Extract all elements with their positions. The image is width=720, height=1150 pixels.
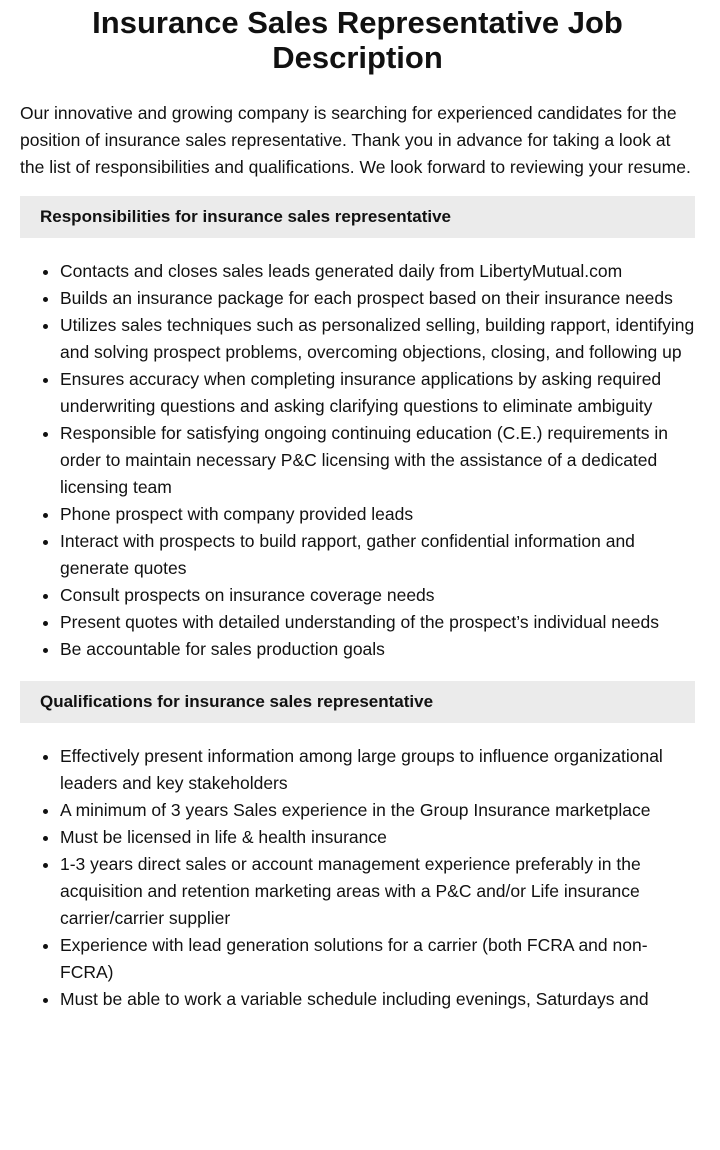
list-item: • 1-3 years direct sales or account management experience preferably in the acquisition and retention marketing areas with a P&C and/or Life insurance carrier/carrier supplier bbox=[60, 851, 695, 932]
list-item: • Ensures accuracy when completing insurance applications by asking required underwriting questions and asking clarifying questions to eliminate ambiguity bbox=[60, 366, 695, 420]
list-item: • Present quotes with detailed understanding of the prospect’s individual needs bbox=[60, 609, 695, 636]
list-item: • Consult prospects on insurance coverage needs bbox=[60, 582, 695, 609]
responsibilities-heading: Responsibilities for insurance sales representative bbox=[20, 196, 695, 238]
list-item: • Contacts and closes sales leads generated daily from LibertyMutual.com bbox=[60, 258, 695, 285]
list-item: • Experience with lead generation solutions for a carrier (both FCRA and non-FCRA) bbox=[60, 932, 695, 986]
list-item: • Must be licensed in life & health insurance bbox=[60, 824, 695, 851]
list-item: • Phone prospect with company provided leads bbox=[60, 501, 695, 528]
list-item: • A minimum of 3 years Sales experience in the Group Insurance marketplace bbox=[60, 797, 695, 824]
list-item: • Utilizes sales techniques such as personalized selling, building rapport, identifying and solving prospect problems, overcoming objections, closing, and following up bbox=[60, 312, 695, 366]
list-item: • Must be able to work a variable schedule including evenings, Saturdays and bbox=[60, 986, 695, 1013]
list-item: • Interact with prospects to build rapport, gather confidential information and generate quotes bbox=[60, 528, 695, 582]
list-item: • Effectively present information among large groups to influence organizational leaders and key stakeholders bbox=[60, 743, 695, 797]
list-item: • Builds an insurance package for each prospect based on their insurance needs bbox=[60, 285, 695, 312]
job-description bbox=[0, 5, 720, 1013]
qualifications-list bbox=[20, 743, 695, 1013]
list-item: • Be accountable for sales production goals bbox=[60, 636, 695, 663]
qualifications-heading: Qualifications for insurance sales representative bbox=[20, 681, 695, 723]
intro-paragraph: Our innovative and growing company is searching for experienced candidates for the position of insurance sales representative. Thank you in advance for taking a look at the list of responsibilities and qualifications. We look forward to reviewing your resume. bbox=[20, 103, 691, 177]
list-item: • Responsible for satisfying ongoing continuing education (C.E.) requirements in order to maintain necessary P&C licensing with the assistance of a dedicated licensing team bbox=[60, 420, 695, 501]
responsibilities-list bbox=[20, 258, 695, 663]
page-title: Insurance Sales Representative Job Description bbox=[92, 5, 623, 75]
